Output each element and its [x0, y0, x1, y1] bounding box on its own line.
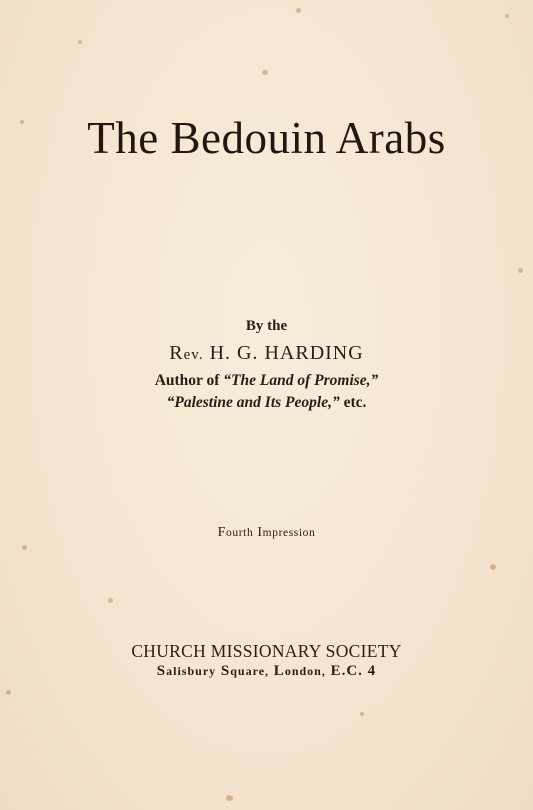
- impression-word1-initial: F: [217, 525, 227, 540]
- address-word-rest: alisbury: [166, 664, 217, 678]
- impression-word2-rest: mpression: [262, 527, 316, 539]
- impression-notice: [0, 525, 533, 541]
- address-postcode: E.C. 4: [325, 663, 377, 679]
- foxing-spot: [360, 712, 364, 716]
- foxing-spot: [296, 8, 301, 13]
- author-prefix-rest: ev.: [183, 347, 204, 363]
- book-title: The Bedouin Arabs: [87, 113, 446, 163]
- address-word-initial: L: [269, 663, 285, 679]
- author-works-line-2: [0, 394, 533, 412]
- address-word-initial: S: [156, 663, 167, 679]
- author-name: [0, 342, 533, 365]
- impression-word2-initial: I: [253, 525, 263, 540]
- work-title-palestine: “Palestine and Its People,”: [166, 394, 340, 411]
- publisher-address: [0, 663, 533, 680]
- author-full-name: H. G. HARDING: [203, 342, 364, 364]
- author-works-etc: etc.: [339, 394, 367, 411]
- author-prefix-initial: R: [169, 342, 184, 364]
- foxing-spot: [78, 40, 82, 44]
- address-word-rest: quare,: [230, 664, 270, 678]
- foxing-spot: [226, 795, 233, 801]
- foxing-spot: [22, 545, 27, 550]
- author-works-lead: Author of: [154, 372, 224, 389]
- foxing-spot: [505, 14, 509, 18]
- address-word-initial: S: [216, 663, 231, 679]
- impression-word1-rest: ourth: [226, 527, 254, 539]
- foxing-spot: [518, 268, 523, 273]
- author-works-line-1: [0, 372, 533, 390]
- foxing-spot: [108, 598, 113, 603]
- foxing-spot: [490, 564, 496, 570]
- foxing-spot: [6, 690, 11, 695]
- foxing-spot: [262, 70, 268, 75]
- address-word-rest: ondon,: [284, 664, 326, 678]
- publisher-name: CHURCH MISSIONARY SOCIETY: [131, 641, 402, 661]
- byline: By the: [245, 318, 288, 334]
- work-title-land-of-promise: “The Land of Promise,”: [223, 372, 379, 389]
